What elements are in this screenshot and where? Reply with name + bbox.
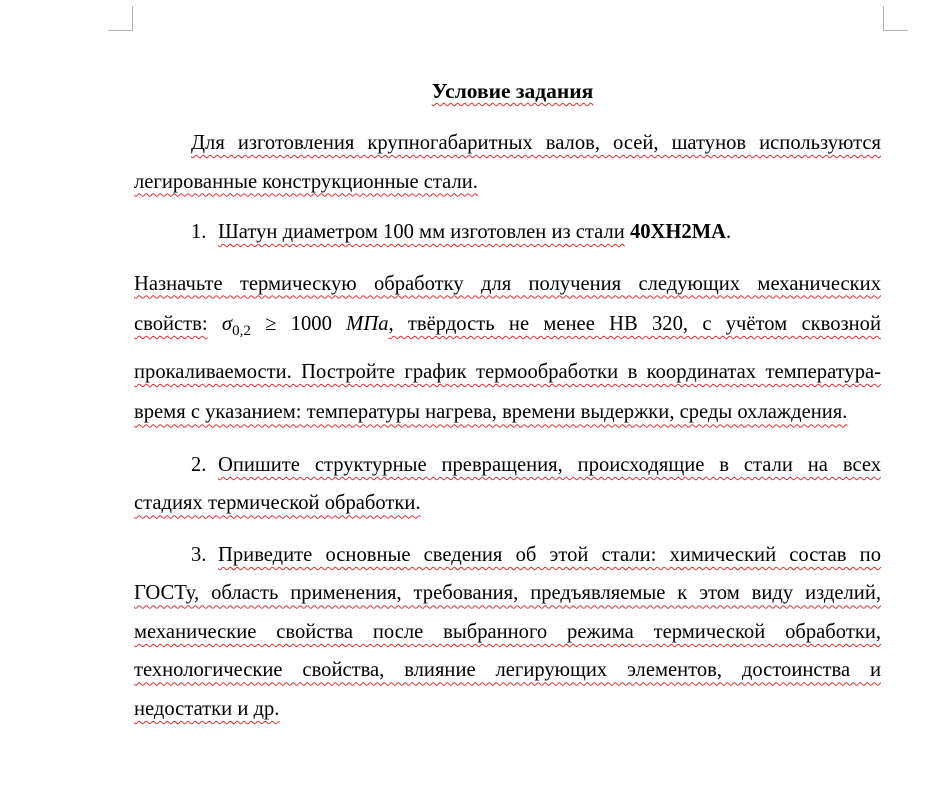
document-title[interactable]: Условие задания: [431, 79, 594, 103]
task-3-paragraph[interactable]: [134, 536, 881, 729]
page-corner-top-right: [883, 6, 908, 31]
intro-paragraph[interactable]: [134, 124, 881, 201]
document-page: [134, 70, 881, 728]
task-2-number: 2.: [191, 453, 207, 476]
task-1-number: 1.: [191, 221, 207, 243]
formula-unit: МПа: [346, 313, 389, 336]
task-1-detail-paragraph[interactable]: [134, 264, 881, 433]
task-2-text: Опишите структурные превращения, происходящие в стали на всех стадиях термической обработки.: [134, 453, 881, 515]
task-1-detail-after: , твёрдость не менее HB 320, с учётом сквозной прокаливаемости. Постройте график термообработки в координатах температура-время с указанием: температуры нагрева, времени выдержки, среды охлаждения.: [134, 313, 881, 424]
steel-grade: 40ХН2МА: [629, 221, 727, 243]
task-2-paragraph[interactable]: [134, 446, 881, 523]
formula-relation: ≥ 1000: [265, 313, 332, 336]
task-3-number: 3.: [191, 543, 207, 566]
task-1-detail-before: Назначьте термическую обработку для получения следующих механических свойств:: [134, 272, 881, 336]
task-3-text: Приведите основные сведения об этой стали: химический состав по ГОСТу, область применения, требования, предъявляемые к этом виду изделий, механические свойства после выбранного режима термической обработки, технологические свойства, влияние легирующих элементов, достоинства и недостатки и др.: [134, 543, 881, 720]
formula-symbol: σ: [221, 313, 233, 336]
task-1-end: .: [726, 221, 732, 243]
task-1-paragraph[interactable]: [134, 213, 881, 252]
task-1-text: Шатун диаметром 100 мм изготовлен из стали: [218, 221, 625, 243]
intro-text: Для изготовления крупногабаритных валов, осей, шатунов используются легированные конструкционные стали.: [134, 132, 881, 193]
page-corner-top-left: [108, 6, 133, 31]
formula-subscript: 0,2: [232, 323, 251, 340]
strength-formula: [221, 313, 389, 340]
